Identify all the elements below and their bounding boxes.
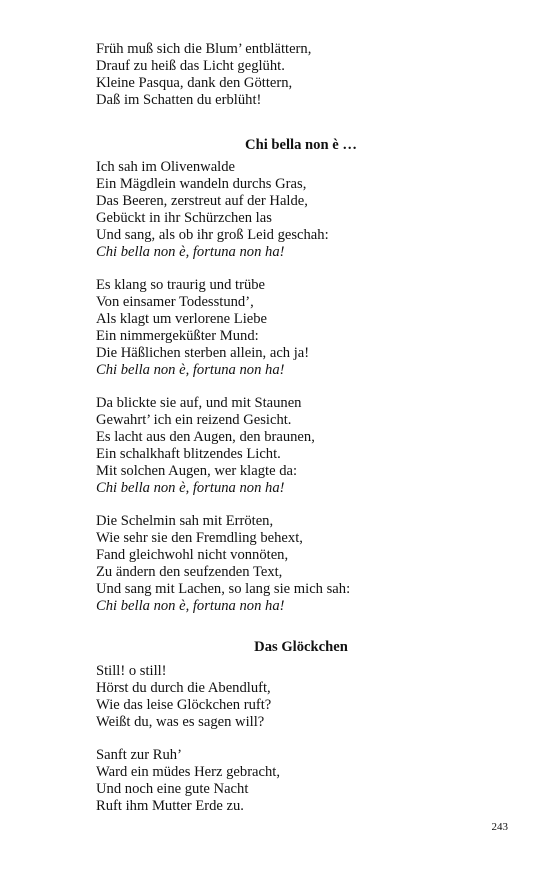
verse-line: Und sang mit Lachen, so lang sie mich sah: <box>96 581 351 598</box>
verse-line: Und sang, als ob ihr groß Leid geschah: <box>96 227 329 244</box>
poem1-stanza-4 <box>96 513 516 616</box>
poem-title: Das Glöckchen <box>254 639 348 655</box>
verse-line: Hörst du durch die Abendluft, <box>96 680 271 697</box>
refrain-line: Chi bella non è, fortuna non ha! <box>96 244 285 261</box>
poem2-stanza-2 <box>96 747 516 815</box>
verse-line: Ein Mägdlein wandeln durchs Gras, <box>96 176 307 193</box>
verse-line: Kleine Pasqua, dank den Göttern, <box>96 75 293 92</box>
verse-line: Ward ein müdes Herz gebracht, <box>96 764 281 781</box>
verse-line: Als klagt um verlorene Liebe <box>96 311 268 328</box>
verse-line: Zu ändern den seufzenden Text, <box>96 564 283 581</box>
poem1-stanza-2 <box>96 277 516 380</box>
verse-line: Ein schalkhaft blitzendes Licht. <box>96 446 281 463</box>
verse-line: Still! o still! <box>96 663 167 679</box>
verse-line: Es klang so traurig und trübe <box>96 277 266 293</box>
page-number: 243 <box>491 821 508 833</box>
verse-line: Ein nimmergeküßter Mund: <box>96 328 259 345</box>
verse-line: Die Schelmin sah mit Erröten, <box>96 513 274 529</box>
opening-stanza <box>96 41 516 109</box>
verse-line: Drauf zu heiß das Licht geglüht. <box>96 58 285 75</box>
verse-line: Es lacht aus den Augen, den braunen, <box>96 429 315 446</box>
verse-line: Da blickte sie auf, und mit Staunen <box>96 395 302 411</box>
verse-line: Gebückt in ihr Schürzchen las <box>96 210 272 227</box>
verse-line: Wie das leise Glöckchen ruft? <box>96 697 272 714</box>
verse-line: Mit solchen Augen, wer klagte da: <box>96 463 298 480</box>
poem2-stanza-1 <box>96 663 516 731</box>
refrain-line: Chi bella non è, fortuna non ha! <box>96 598 285 615</box>
poem-title: Chi bella non è … <box>245 137 357 153</box>
verse-line: Daß im Schatten du erblüht! <box>96 92 262 109</box>
verse-line: Früh muß sich die Blum’ entblättern, <box>96 41 312 57</box>
verse-line: Wie sehr sie den Fremdling behext, <box>96 530 303 547</box>
poem1-stanza-3 <box>96 395 516 498</box>
verse-line: Gewahrt’ ich ein reizend Gesicht. <box>96 412 292 429</box>
verse-line: Die Häßlichen sterben allein, ach ja! <box>96 345 310 362</box>
verse-line: Weißt du, was es sagen will? <box>96 714 265 731</box>
verse-line: Sanft zur Ruh’ <box>96 747 182 763</box>
verse-line: Das Beeren, zerstreut auf der Halde, <box>96 193 308 210</box>
verse-line: Ruft ihm Mutter Erde zu. <box>96 798 244 815</box>
verse-line: Von einsamer Todesstund’, <box>96 294 254 311</box>
verse-line: Fand gleichwohl nicht vonnöten, <box>96 547 289 564</box>
verse-line: Ich sah im Olivenwalde <box>96 159 236 175</box>
poem1-stanza-1 <box>96 159 516 262</box>
refrain-line: Chi bella non è, fortuna non ha! <box>96 480 285 497</box>
refrain-line: Chi bella non è, fortuna non ha! <box>96 362 285 379</box>
verse-line: Und noch eine gute Nacht <box>96 781 249 798</box>
